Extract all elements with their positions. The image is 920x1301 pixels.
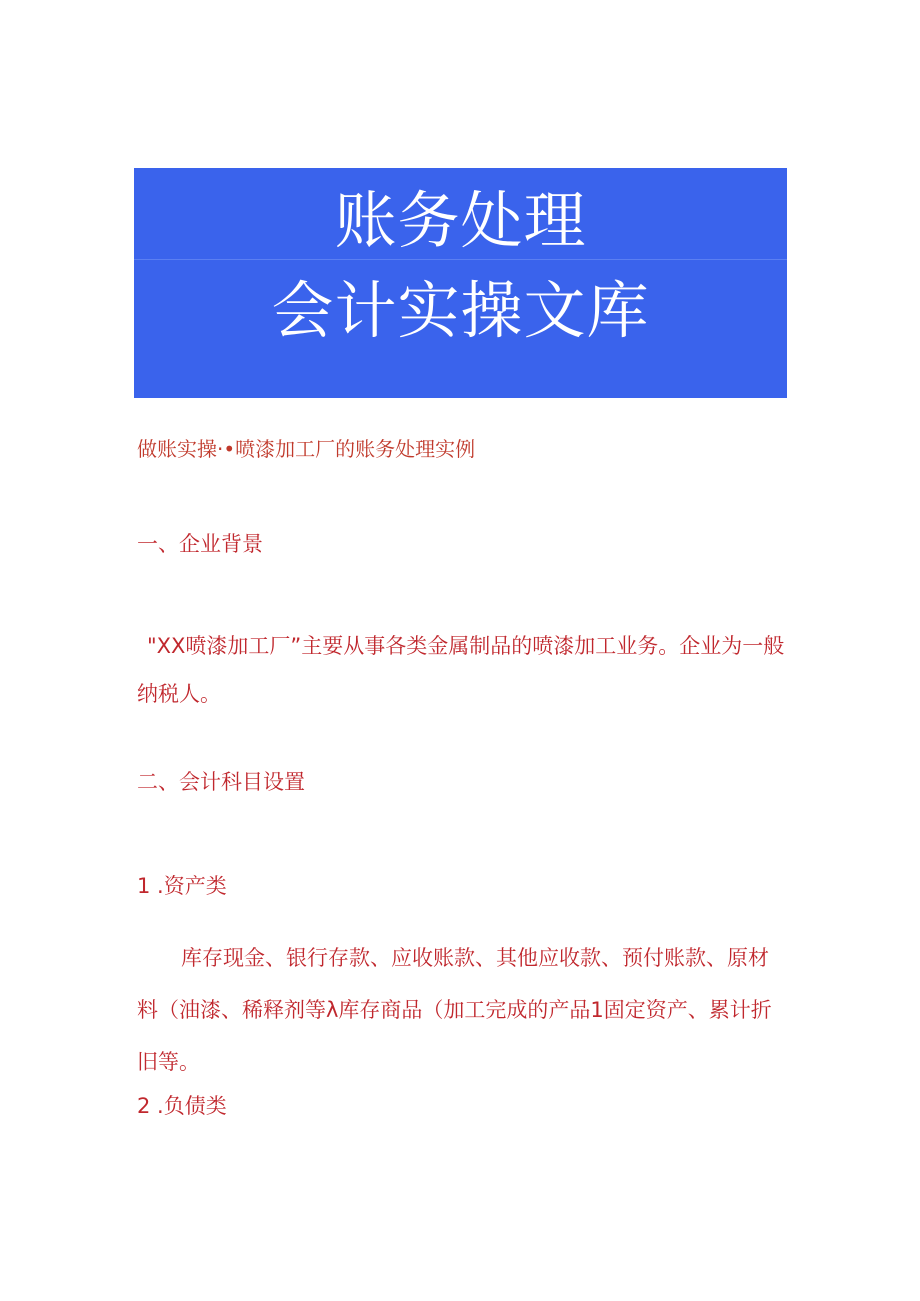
banner-title-line-2: 会计实操文库 (271, 274, 650, 347)
section-heading-background: 一、企业背景 (137, 532, 263, 556)
document-subtitle: 做账实操·•喷漆加工厂的账务处理实例 (137, 437, 476, 461)
banner-divider (134, 259, 787, 260)
assets-paragraph: 库存现金、银行存款、应收账款、其他应收款、预付账款、原材料（油漆、稀释剂等λ库存商品（加工完成的产品1固定资产、累计折旧等。 (137, 946, 772, 1074)
title-banner (134, 168, 787, 398)
background-paragraph: "XX喷漆加工厂”主要从事各类金属制品的喷漆加工业务。企业为一般纳税人。 (137, 634, 785, 706)
banner-title-line-1: 账务处理 (334, 184, 587, 257)
subsection-heading-assets: 1 .资产类 (137, 874, 227, 898)
section-heading-subjects: 二、会计科目设置 (137, 770, 305, 794)
subsection-heading-liabilities: 2 .负债类 (137, 1094, 227, 1118)
